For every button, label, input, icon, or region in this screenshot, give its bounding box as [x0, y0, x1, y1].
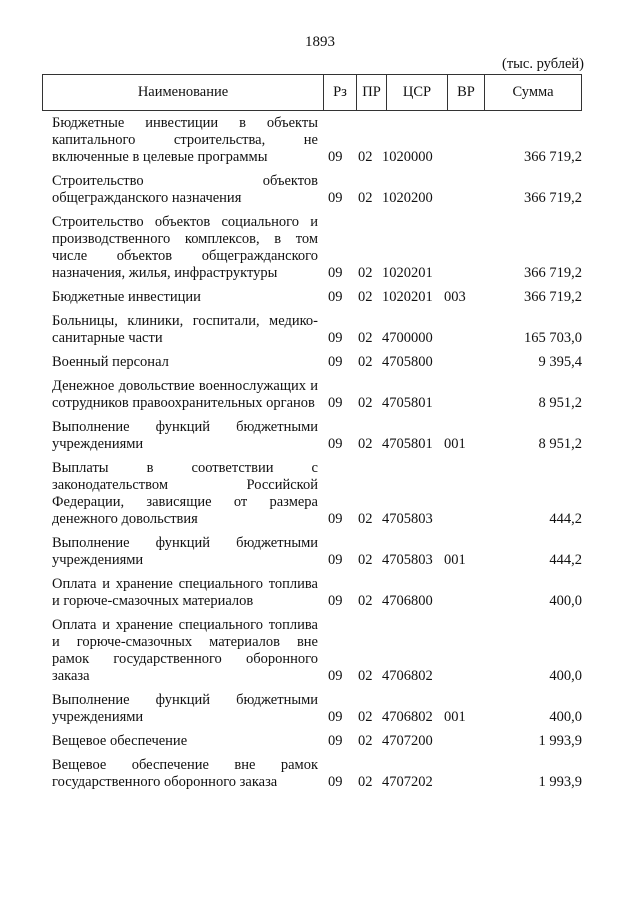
cell-csr: 4707200: [382, 733, 433, 749]
cell-sum: 1 993,9: [538, 774, 582, 790]
table-row: [52, 453, 582, 528]
table-row: [52, 347, 582, 371]
cell-rz: 09: [328, 511, 343, 527]
table-row: [52, 108, 582, 166]
cell-sum: 165 703,0: [524, 330, 582, 346]
cell-pr: 02: [358, 330, 373, 346]
cell-sum: 8 951,2: [538, 436, 582, 452]
cell-pr: 02: [358, 190, 373, 206]
table-row: [52, 569, 582, 610]
table-row: [52, 610, 582, 685]
cell-pr: 02: [358, 436, 373, 452]
table-row: [52, 282, 582, 306]
cell-vr: 001: [444, 436, 466, 452]
cell-name: Выполнение функций бюджетными учреждениями: [52, 419, 318, 452]
cell-rz: 09: [328, 733, 343, 749]
cell-name: Вещевое обеспечение: [52, 733, 188, 749]
cell-csr: 4705800: [382, 354, 433, 370]
header-csr: ЦСР: [386, 75, 447, 110]
cell-csr: 4705803: [382, 552, 433, 568]
cell-csr: 1020201: [382, 289, 433, 305]
cell-csr: 4700000: [382, 330, 433, 346]
cell-name: Оплата и хранение специального топлива и горюче-смазочных материалов вне рамок государственного оборонного заказа: [52, 617, 318, 684]
cell-rz: 09: [328, 289, 343, 305]
cell-name: Бюджетные инвестиции в объекты капитального строительства, не включенные в целевые программы: [52, 115, 318, 165]
cell-csr: 4706802: [382, 668, 433, 684]
cell-csr: 4705803: [382, 511, 433, 527]
cell-pr: 02: [358, 395, 373, 411]
cell-sum: 1 993,9: [538, 733, 582, 749]
table-body: [52, 108, 582, 791]
cell-name: Больницы, клиники, госпитали, медико-санитарные части: [52, 313, 318, 346]
cell-pr: 02: [358, 265, 373, 281]
cell-name: Строительство объектов общегражданского назначения: [52, 173, 318, 206]
units-label: (тыс. рублей): [502, 56, 584, 72]
cell-csr: 1020000: [382, 149, 433, 165]
cell-rz: 09: [328, 709, 343, 725]
cell-sum: 400,0: [549, 593, 582, 609]
cell-sum: 9 395,4: [538, 354, 582, 370]
cell-sum: 8 951,2: [538, 395, 582, 411]
table-row: [52, 166, 582, 207]
cell-pr: 02: [358, 354, 373, 370]
cell-sum: 400,0: [549, 668, 582, 684]
cell-csr: 4705801: [382, 436, 433, 452]
cell-name: Денежное довольствие военнослужащих и сотрудников правоохранительных органов: [52, 378, 318, 411]
cell-csr: 4705801: [382, 395, 433, 411]
cell-name: Выполнение функций бюджетными учреждениями: [52, 692, 318, 725]
cell-name: Выполнение функций бюджетными учреждениями: [52, 535, 318, 568]
table-row: [52, 207, 582, 282]
cell-rz: 09: [328, 149, 343, 165]
cell-csr: 1020200: [382, 190, 433, 206]
cell-rz: 09: [328, 354, 343, 370]
cell-csr: 4706802: [382, 709, 433, 725]
cell-pr: 02: [358, 733, 373, 749]
cell-pr: 02: [358, 511, 373, 527]
cell-name: Оплата и хранение специального топлива и горюче-смазочных материалов: [52, 576, 318, 609]
cell-sum: 444,2: [549, 511, 582, 527]
cell-rz: 09: [328, 190, 343, 206]
header-vr: ВР: [447, 75, 484, 110]
cell-sum: 366 719,2: [524, 190, 582, 206]
table-row: [52, 726, 582, 750]
cell-vr: 001: [444, 709, 466, 725]
cell-rz: 09: [328, 330, 343, 346]
cell-name: Выплаты в соответствии с законодательством Российской Федерации, зависящие от размера денежного довольствия: [52, 460, 318, 527]
cell-sum: 366 719,2: [524, 289, 582, 305]
table-row: [52, 412, 582, 453]
cell-rz: 09: [328, 593, 343, 609]
cell-pr: 02: [358, 774, 373, 790]
cell-vr: 003: [444, 289, 466, 305]
cell-sum: 366 719,2: [524, 149, 582, 165]
table-row: [52, 528, 582, 569]
cell-name: Военный персонал: [52, 354, 169, 370]
cell-pr: 02: [358, 668, 373, 684]
table-row: [52, 306, 582, 347]
cell-csr: 1020201: [382, 265, 433, 281]
cell-sum: 366 719,2: [524, 265, 582, 281]
page-number: 1893: [305, 34, 335, 50]
cell-rz: 09: [328, 552, 343, 568]
cell-pr: 02: [358, 289, 373, 305]
cell-csr: 4707202: [382, 774, 433, 790]
table-header: [42, 74, 582, 111]
cell-rz: 09: [328, 436, 343, 452]
table-row: [52, 685, 582, 726]
cell-rz: 09: [328, 265, 343, 281]
cell-sum: 400,0: [549, 709, 582, 725]
header-name: Наименование: [137, 84, 229, 100]
cell-vr: 001: [444, 552, 466, 568]
cell-rz: 09: [328, 395, 343, 411]
cell-name: Вещевое обеспечение вне рамок государственного оборонного заказа: [52, 757, 318, 790]
cell-rz: 09: [328, 774, 343, 790]
cell-sum: 444,2: [549, 552, 582, 568]
header-sum: Сумма: [484, 75, 581, 110]
header-rz: Рз: [323, 75, 356, 110]
cell-name: Бюджетные инвестиции: [52, 289, 201, 305]
cell-pr: 02: [358, 709, 373, 725]
table-row: [52, 750, 582, 791]
cell-pr: 02: [358, 149, 373, 165]
header-pr: ПР: [356, 75, 386, 110]
table-row: [52, 371, 582, 412]
cell-pr: 02: [358, 552, 373, 568]
cell-rz: 09: [328, 668, 343, 684]
cell-csr: 4706800: [382, 593, 433, 609]
cell-name: Строительство объектов социального и производственного комплексов, в том числе объектов общегражданского назначения, жилья, инфраструктуры: [52, 214, 318, 281]
cell-pr: 02: [358, 593, 373, 609]
